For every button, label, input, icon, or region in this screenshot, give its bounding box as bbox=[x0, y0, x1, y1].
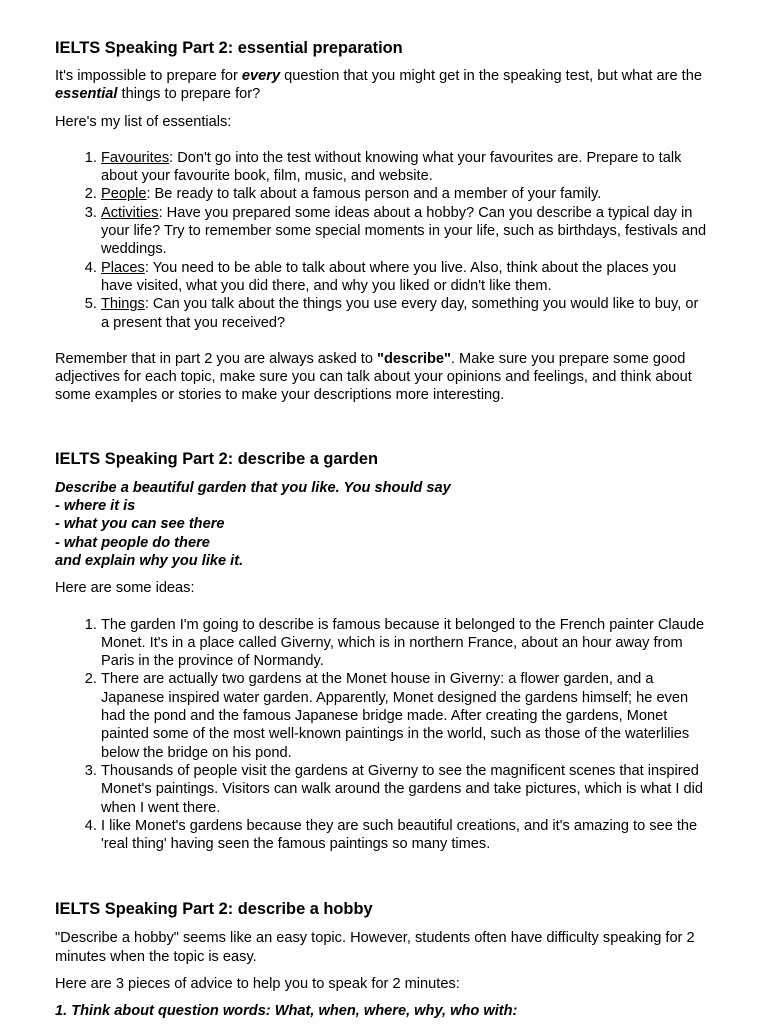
list-item-term: Favourites bbox=[101, 149, 170, 166]
list-item-term: Places bbox=[101, 259, 145, 276]
essentials-list-intro: Here's my list of essentials: bbox=[55, 113, 232, 130]
remember-emphasis-describe: "describe" bbox=[377, 350, 451, 367]
garden-task-prompt bbox=[55, 479, 710, 570]
list-item-text: : You need to be able to talk about where you live. Also, think about the places you have visited, what you did there, and why you liked or didn't like them. bbox=[101, 259, 677, 294]
section-heading-hobby: IELTS Speaking Part 2: describe a hobby bbox=[55, 900, 373, 919]
list-item: 2. There are actually two gardens at the Monet house in Giverny: a flower garden, and a Japanese inspired water garden. Apparently, Monet designed the gardens himself; he even had the pond and the famous Japanese bridge made. After creating the gardens, Monet painted some of the most well-known paintings in the world, such as those of the waterlilies below the bridge on his pond. bbox=[101, 670, 710, 761]
prompt-line: - what people do there bbox=[55, 534, 210, 551]
section-heading-preparation: IELTS Speaking Part 2: essential preparation bbox=[55, 39, 403, 57]
prompt-line: and explain why you like it. bbox=[55, 552, 244, 569]
intro-text-a: It's impossible to prepare for bbox=[55, 68, 242, 84]
intro-paragraph bbox=[55, 67, 710, 104]
list-item-text: : Have you prepared some ideas about a hobby? Can you describe a typical day in your life? Try to remember some special moments in your life, such as birthdays, festivals and weddings. bbox=[101, 204, 707, 258]
garden-ideas-list bbox=[55, 616, 710, 854]
document-page bbox=[55, 38, 710, 1021]
list-item bbox=[101, 259, 710, 296]
list-item-text: : Don't go into the test without knowing what your favourites are. Prepare to talk about your favourite book, film, music, and website. bbox=[101, 149, 682, 185]
list-item bbox=[101, 295, 710, 332]
section-heading-garden: IELTS Speaking Part 2: describe a garden bbox=[55, 449, 379, 468]
remember-paragraph bbox=[55, 350, 710, 405]
list-item-term: Activities bbox=[101, 204, 159, 221]
remember-text-c: . Make sure you prepare some good adjectives for each topic, make sure you can talk about your opinions and feelings, and think about some examples or stories to make your descriptions more interesting. bbox=[55, 350, 692, 404]
list-item: 4. I like Monet's gardens because they are such beautiful creations, and it's amazing to see the 'real thing' having seen the famous paintings so many times. bbox=[101, 817, 710, 854]
hobby-advice-intro: Here are 3 pieces of advice to help you to speak for 2 minutes: bbox=[55, 975, 460, 992]
list-item bbox=[101, 185, 710, 203]
garden-ideas-intro: Here are some ideas: bbox=[55, 580, 195, 597]
hobby-paragraph: "Describe a hobby" seems like an easy topic. However, students often have difficulty speaking for 2 minutes when the topic is easy. bbox=[55, 930, 695, 965]
prompt-line: - where it is bbox=[55, 498, 136, 515]
remember-text-a: Remember that in part 2 you are always asked to bbox=[55, 350, 378, 367]
list-item bbox=[101, 149, 710, 186]
list-item: 3. Thousands of people visit the gardens at Giverny to see the magnificent scenes that inspired Monet's paintings. Visitors can walk around the gardens and take pictures, which is what I did when I went there. bbox=[101, 762, 710, 817]
essentials-list bbox=[55, 149, 710, 332]
prompt-line: - what you can see there bbox=[55, 516, 225, 533]
list-item: 1. The garden I'm going to describe is famous because it belonged to the French painter Claude Monet. It's in a place called Giverny, which is in northern France, about an hour away from Paris in the province of Normandy. bbox=[101, 616, 710, 671]
intro-emphasis-every: every bbox=[241, 68, 281, 84]
intro-text-e: things to prepare for? bbox=[117, 86, 261, 103]
intro-text-c: question that you might get in the speaking test, but what are the bbox=[280, 68, 702, 84]
hobby-subheading: 1. Think about question words: What, when, where, why, who with: bbox=[55, 1003, 518, 1020]
prompt-line: Describe a beautiful garden that you like. You should say bbox=[55, 479, 451, 496]
list-item-term: Things bbox=[101, 296, 145, 313]
list-item-term: People bbox=[101, 186, 147, 203]
list-item-text: : Can you talk about the things you use every day, something you would like to buy, or a present that you received? bbox=[101, 296, 699, 331]
list-item bbox=[101, 204, 710, 259]
list-item-text: : Be ready to talk about a famous person and a member of your family. bbox=[146, 186, 602, 203]
intro-emphasis-essential: essential bbox=[55, 86, 118, 103]
